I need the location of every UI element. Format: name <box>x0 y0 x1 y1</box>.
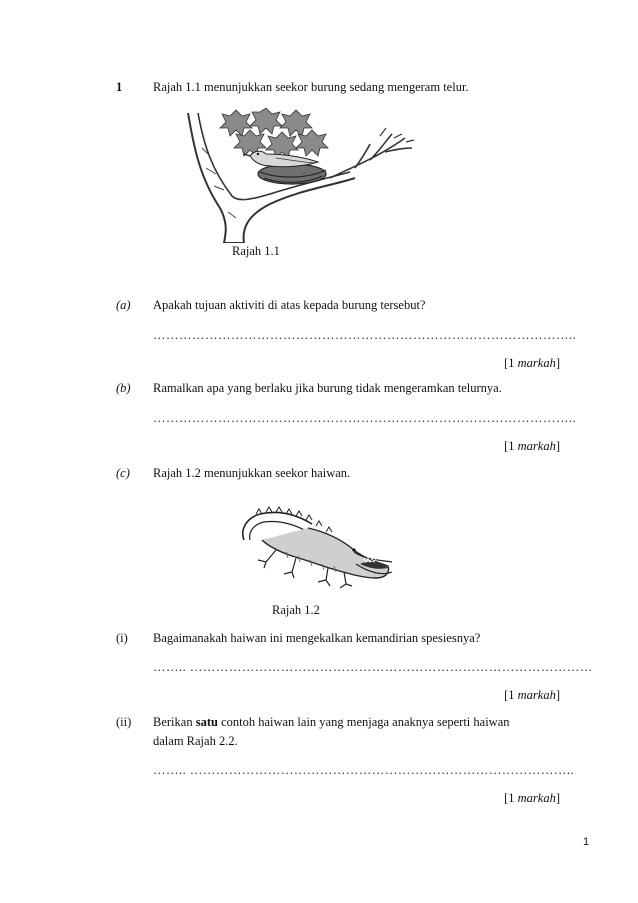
part-i-label: (i) <box>116 631 128 645</box>
marks-word: markah <box>517 356 556 370</box>
part-b-label: (b) <box>116 381 131 395</box>
marks-open: [1 <box>504 791 518 805</box>
part-ii-label: (ii) <box>116 715 132 729</box>
marks-close: ] <box>555 356 560 370</box>
crocodile-illustration <box>236 500 396 595</box>
marks-word: markah <box>517 688 556 702</box>
marks-close: ] <box>555 688 560 702</box>
part-ii-question <box>153 715 510 730</box>
part-c-label: (c) <box>116 466 130 480</box>
marks-open: [1 <box>504 356 518 370</box>
part-b-question: Ramalkan apa yang berlaku jika burung tidak mengeramkan telurnya. <box>153 381 502 395</box>
page-number: 1 <box>583 836 590 848</box>
marks-word: markah <box>517 791 556 805</box>
part-c-question: Rajah 1.2 menunjukkan seekor haiwan. <box>153 466 351 480</box>
question-number: 1 <box>116 80 123 94</box>
figure-1-caption: Rajah 1.1 <box>232 244 280 258</box>
figure-2-caption: Rajah 1.2 <box>272 603 320 617</box>
part-a-marks <box>504 356 560 371</box>
part-i-marks <box>504 688 560 703</box>
part-a-label: (a) <box>116 298 131 312</box>
part-ii-text-after: contoh haiwan lain yang menjaga anaknya seperti haiwan <box>217 715 510 729</box>
part-ii-text-before: Berikan <box>153 715 196 729</box>
part-b-answer-line[interactable]: …………………………………………………………………………………….. <box>153 411 577 425</box>
marks-open: [1 <box>504 439 518 453</box>
part-ii-question-line2: dalam Rajah 2.2. <box>153 734 238 748</box>
part-a-question: Apakah tujuan aktiviti di atas kepada burung tersebut? <box>153 298 426 312</box>
part-a-answer-line[interactable]: …………………………………………………………………………………….. <box>153 328 577 342</box>
marks-close: ] <box>555 439 560 453</box>
part-ii-marks <box>504 791 560 806</box>
part-b-marks <box>504 439 560 454</box>
part-ii-answer-line[interactable]: …….. …………………………………………………………………………….. <box>153 763 575 777</box>
marks-close: ] <box>555 791 560 805</box>
part-i-question: Bagaimanakah haiwan ini mengekalkan kemandirian spesiesnya? <box>153 631 481 645</box>
marks-word: markah <box>517 439 556 453</box>
question-intro: Rajah 1.1 menunjukkan seekor burung sedang mengeram telur. <box>153 80 469 94</box>
part-i-answer-line[interactable]: …….. ………………………………………………………………………………… <box>153 660 593 674</box>
part-ii-text-bold: satu <box>195 715 218 729</box>
bird-nest-tree-illustration <box>180 108 420 243</box>
marks-open: [1 <box>504 688 518 702</box>
